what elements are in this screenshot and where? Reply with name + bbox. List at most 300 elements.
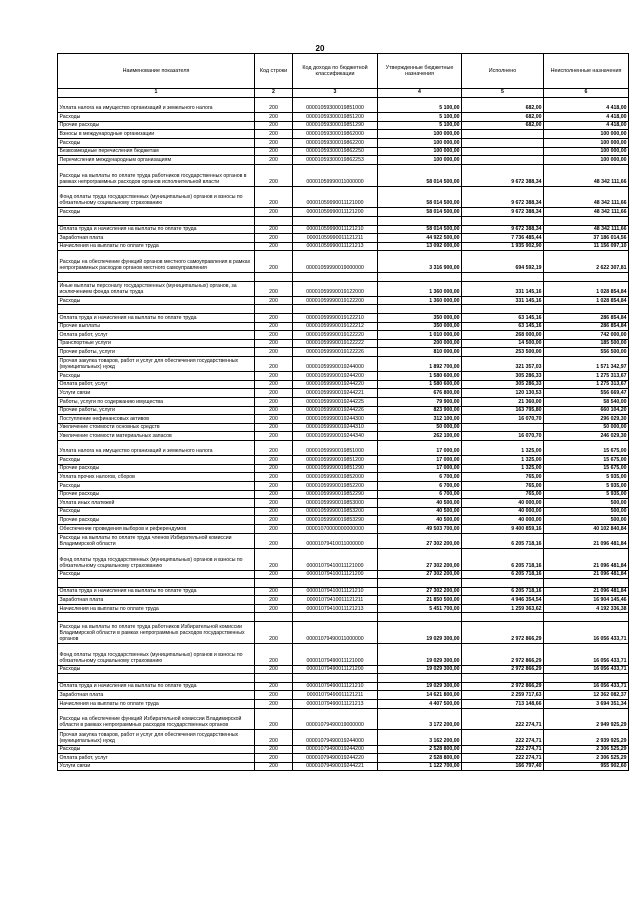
row-approved-cell (378, 613, 462, 622)
row-executed-cell: 682,00 (462, 121, 544, 130)
row-unexecuted-cell: 2 622 307,81 (544, 251, 629, 273)
row-executed-cell: 6 205 718,16 (462, 587, 544, 596)
row-code-cell: 200 (255, 481, 293, 490)
table-row (58, 643, 629, 665)
row-name-cell: Оплата труда и начисления на выплаты по оплате труда (58, 682, 255, 691)
row-executed-cell: 40 000,00 (462, 516, 544, 525)
row-unexecuted-cell (544, 273, 629, 282)
row-unexecuted-cell: 48 342 111,66 (544, 186, 629, 208)
row-name-cell: Расходы (58, 665, 255, 674)
row-executed-cell: 694 592,19 (462, 251, 544, 273)
table-row (58, 357, 629, 372)
row-name-cell: Начисления на выплаты по оплате труда (58, 242, 255, 251)
table-row (58, 579, 629, 588)
row-executed-cell: 166 797,40 (462, 762, 544, 771)
row-classification-code-cell: 00001079410011121210 (293, 587, 378, 596)
row-code-cell: 200 (255, 516, 293, 525)
row-name-cell: Расходы (58, 113, 255, 122)
row-classification-code-cell: 00001059990019122212 (293, 322, 378, 331)
row-approved-cell: 27 302 200,00 (378, 570, 462, 579)
row-executed-cell: 63 145,16 (462, 314, 544, 323)
row-unexecuted-cell: 15 675,00 (544, 440, 629, 455)
row-name-cell: Перечисления международным организациям (58, 156, 255, 165)
row-code-cell: 200 (255, 456, 293, 465)
row-code-cell: 200 (255, 604, 293, 613)
row-code-cell: 200 (255, 389, 293, 398)
row-executed-cell: 6 205 718,16 (462, 548, 544, 570)
row-unexecuted-cell: 100 000,00 (544, 147, 629, 156)
row-code-cell: 200 (255, 138, 293, 147)
row-unexecuted-cell: 5 935,00 (544, 490, 629, 499)
table-row (58, 296, 629, 305)
row-code-cell: 200 (255, 251, 293, 273)
row-unexecuted-cell: 16 904 145,46 (544, 596, 629, 605)
table-row (58, 113, 629, 122)
row-approved-cell: 100 000,00 (378, 138, 462, 147)
table-row (58, 700, 629, 709)
row-code-cell: 200 (255, 754, 293, 763)
row-approved-cell: 19 029 300,00 (378, 665, 462, 674)
row-classification-code-cell: 00001059990019122000 (293, 281, 378, 296)
row-unexecuted-cell: 500,00 (544, 516, 629, 525)
row-approved-cell: 3 316 900,00 (378, 251, 462, 273)
row-name-cell: Расходы на выплаты по оплате труда членов Избирательной комиссии Владимирской области (58, 533, 255, 548)
row-approved-cell: 6 700,00 (378, 473, 462, 482)
row-name-cell: Услуги связи (58, 389, 255, 398)
row-unexecuted-cell: 4 418,00 (544, 98, 629, 113)
table-row (58, 613, 629, 622)
header-executed: Исполнено (462, 54, 544, 89)
row-name-cell: Транспортные услуги (58, 339, 255, 348)
row-approved-cell: 3 172 200,00 (378, 708, 462, 730)
table-row (58, 281, 629, 296)
row-classification-code-cell: 00001059990019851290 (293, 464, 378, 473)
row-code-cell: 200 (255, 372, 293, 381)
row-name-cell: Заработная плата (58, 691, 255, 700)
row-approved-cell: 1 580 600,00 (378, 372, 462, 381)
row-executed-cell: 2 972 866,29 (462, 622, 544, 644)
row-code-cell: 200 (255, 98, 293, 113)
column-number: 6 (544, 89, 629, 98)
row-classification-code-cell: 00001079490011121000 (293, 643, 378, 665)
row-unexecuted-cell: 50 000,00 (544, 423, 629, 432)
row-name-cell: Увеличение стоимости материальных запасов (58, 432, 255, 441)
row-name-cell: Уплата налога на имущество организаций и земельного налога (58, 440, 255, 455)
row-unexecuted-cell: 100 000,00 (544, 156, 629, 165)
row-code-cell (255, 613, 293, 622)
row-code-cell: 200 (255, 587, 293, 596)
row-executed-cell: 222 274,71 (462, 730, 544, 745)
row-approved-cell: 5 100,00 (378, 121, 462, 130)
row-name-cell (58, 579, 255, 588)
row-classification-code-cell: 00001059300019851290 (293, 121, 378, 130)
table-row (58, 273, 629, 282)
row-approved-cell: 17 000,00 (378, 464, 462, 473)
row-executed-cell: 1 935 902,90 (462, 242, 544, 251)
row-name-cell: Фонд оплаты труда государственных (муниципальных) органов и взносы по обязательному социальному страхованию (58, 548, 255, 570)
row-name-cell: Оплата труда и начисления на выплаты по оплате труда (58, 225, 255, 234)
row-code-cell: 200 (255, 524, 293, 533)
row-approved-cell: 1 010 000,00 (378, 331, 462, 340)
row-classification-code-cell: 00001059300019862253 (293, 156, 378, 165)
table-row (58, 570, 629, 579)
table-row (58, 524, 629, 533)
row-executed-cell (462, 130, 544, 139)
row-executed-cell: 765,00 (462, 490, 544, 499)
row-executed-cell (462, 147, 544, 156)
row-executed-cell: 2 972 866,29 (462, 643, 544, 665)
row-code-cell: 200 (255, 113, 293, 122)
row-code-cell: 200 (255, 398, 293, 407)
table-row (58, 98, 629, 113)
row-approved-cell: 13 092 000,00 (378, 242, 462, 251)
column-number: 5 (462, 89, 544, 98)
row-unexecuted-cell: 16 056 433,71 (544, 622, 629, 644)
row-approved-cell: 6 700,00 (378, 490, 462, 499)
row-classification-code-cell: 00001079410011000000 (293, 533, 378, 548)
table-row (58, 464, 629, 473)
row-approved-cell: 58 014 500,00 (378, 208, 462, 217)
row-executed-cell: 222 274,71 (462, 745, 544, 754)
row-code-cell: 200 (255, 762, 293, 771)
table-row (58, 242, 629, 251)
row-name-cell: Прочая закупка товаров, работ и услуг для обеспечения государственных (муниципальных) нужд (58, 730, 255, 745)
row-unexecuted-cell: 1 275 313,67 (544, 372, 629, 381)
row-name-cell: Иные выплаты персоналу государственных (муниципальных) органов, за исключением фонда оплаты труда (58, 281, 255, 296)
row-unexecuted-cell: 16 056 433,71 (544, 643, 629, 665)
table-row (58, 604, 629, 613)
row-approved-cell (378, 216, 462, 225)
row-approved-cell: 50 000,00 (378, 423, 462, 432)
row-approved-cell (378, 273, 462, 282)
row-code-cell: 200 (255, 156, 293, 165)
row-approved-cell: 1 892 700,00 (378, 357, 462, 372)
row-code-cell: 200 (255, 415, 293, 424)
row-executed-cell: 1 325,00 (462, 440, 544, 455)
table-row (58, 415, 629, 424)
table-row (58, 708, 629, 730)
table-row (58, 225, 629, 234)
row-classification-code-cell: 00001070000000000000 (293, 524, 378, 533)
row-code-cell: 200 (255, 507, 293, 516)
row-name-cell: Прочие расходы (58, 516, 255, 525)
row-code-cell (255, 305, 293, 314)
row-code-cell: 200 (255, 570, 293, 579)
row-code-cell: 200 (255, 234, 293, 243)
row-name-cell: Увеличение стоимости основных средств (58, 423, 255, 432)
row-name-cell: Расходы (58, 208, 255, 217)
row-classification-code-cell: 00001059300019851200 (293, 113, 378, 122)
row-name-cell: Прочие расходы (58, 464, 255, 473)
row-unexecuted-cell: 15 675,00 (544, 464, 629, 473)
row-approved-cell: 350 000,00 (378, 322, 462, 331)
table-header-row (58, 54, 629, 89)
row-classification-code-cell: 00001079490019244221 (293, 762, 378, 771)
row-code-cell: 200 (255, 708, 293, 730)
row-name-cell: Расходы (58, 481, 255, 490)
row-name-cell: Начисления на выплаты по оплате труда (58, 700, 255, 709)
row-classification-code-cell: 00001059990019852000 (293, 473, 378, 482)
table-row (58, 130, 629, 139)
row-name-cell: Расходы на обеспечение функций органов местного самоуправления в рамках непрограммных расходов органов местного самоуправления (58, 251, 255, 273)
row-classification-code-cell: 00001059990019122200 (293, 296, 378, 305)
row-executed-cell: 1 259 363,62 (462, 604, 544, 613)
row-executed-cell: 2 259 717,63 (462, 691, 544, 700)
row-code-cell (255, 579, 293, 588)
row-unexecuted-cell: 21 096 481,84 (544, 533, 629, 548)
row-code-cell: 200 (255, 130, 293, 139)
row-classification-code-cell: 00001079410011121000 (293, 548, 378, 570)
row-name-cell (58, 273, 255, 282)
row-approved-cell: 262 100,00 (378, 432, 462, 441)
row-executed-cell: 40 000,00 (462, 507, 544, 516)
row-code-cell: 200 (255, 533, 293, 548)
row-classification-code-cell: 00001079490011121211 (293, 691, 378, 700)
row-name-cell: Прочие работы, услуги (58, 406, 255, 415)
row-executed-cell: 16 070,70 (462, 415, 544, 424)
row-code-cell: 200 (255, 423, 293, 432)
row-code-cell: 200 (255, 665, 293, 674)
row-executed-cell: 14 500,00 (462, 339, 544, 348)
row-approved-cell: 44 922 500,00 (378, 234, 462, 243)
row-code-cell: 200 (255, 225, 293, 234)
row-name-cell: Оплата труда и начисления на выплаты по оплате труда (58, 314, 255, 323)
row-classification-code-cell: 00001059990019122210 (293, 314, 378, 323)
row-approved-cell: 1 360 000,00 (378, 296, 462, 305)
row-approved-cell: 27 302 200,00 (378, 548, 462, 570)
row-code-cell: 200 (255, 691, 293, 700)
row-code-cell: 200 (255, 440, 293, 455)
row-name-cell (58, 613, 255, 622)
row-executed-cell: 305 286,33 (462, 372, 544, 381)
table-row (58, 473, 629, 482)
row-executed-cell: 765,00 (462, 473, 544, 482)
row-unexecuted-cell: 11 156 097,10 (544, 242, 629, 251)
header-name: Наименование показателя (58, 54, 255, 89)
row-unexecuted-cell: 500,00 (544, 507, 629, 516)
row-approved-cell: 19 029 300,00 (378, 682, 462, 691)
row-unexecuted-cell: 37 186 014,56 (544, 234, 629, 243)
table-row (58, 380, 629, 389)
row-approved-cell (378, 305, 462, 314)
row-classification-code-cell: 00001059990019851200 (293, 456, 378, 465)
row-code-cell: 200 (255, 464, 293, 473)
row-approved-cell: 6 700,00 (378, 481, 462, 490)
row-approved-cell: 58 014 500,00 (378, 186, 462, 208)
row-approved-cell: 14 621 800,00 (378, 691, 462, 700)
column-number: 2 (255, 89, 293, 98)
row-code-cell: 200 (255, 473, 293, 482)
row-executed-cell (462, 216, 544, 225)
row-code-cell: 200 (255, 548, 293, 570)
row-classification-code-cell: 00001059990019000000 (293, 251, 378, 273)
table-row (58, 682, 629, 691)
table-row (58, 156, 629, 165)
row-classification-code-cell: 00001059990011121211 (293, 234, 378, 243)
row-name-cell: Заработная плата (58, 234, 255, 243)
row-unexecuted-cell: 12 362 082,37 (544, 691, 629, 700)
row-approved-cell: 4 407 500,00 (378, 700, 462, 709)
row-code-cell (255, 216, 293, 225)
table-row (58, 208, 629, 217)
row-unexecuted-cell (544, 613, 629, 622)
budget-execution-table (57, 53, 629, 771)
row-executed-cell (462, 138, 544, 147)
row-unexecuted-cell: 5 935,00 (544, 473, 629, 482)
row-approved-cell: 49 503 700,00 (378, 524, 462, 533)
table-row (58, 234, 629, 243)
row-classification-code-cell: 00001059990019244000 (293, 357, 378, 372)
row-approved-cell (378, 674, 462, 683)
row-approved-cell: 19 029 300,00 (378, 643, 462, 665)
row-executed-cell: 682,00 (462, 113, 544, 122)
row-executed-cell: 268 000,00 (462, 331, 544, 340)
table-row (58, 665, 629, 674)
row-unexecuted-cell: 16 056 433,71 (544, 682, 629, 691)
row-executed-cell: 9 672 388,34 (462, 225, 544, 234)
row-executed-cell: 222 274,71 (462, 708, 544, 730)
row-code-cell: 200 (255, 380, 293, 389)
row-classification-code-cell: 00001059990019244225 (293, 398, 378, 407)
row-code-cell: 200 (255, 281, 293, 296)
row-unexecuted-cell: 1 275 313,67 (544, 380, 629, 389)
row-unexecuted-cell: 1 028 854,84 (544, 296, 629, 305)
row-classification-code-cell: 00001079490011121200 (293, 665, 378, 674)
row-executed-cell: 9 672 388,34 (462, 164, 544, 186)
row-approved-cell: 58 014 500,00 (378, 225, 462, 234)
row-classification-code-cell: 00001059990011121000 (293, 186, 378, 208)
table-row (58, 372, 629, 381)
row-executed-cell (462, 156, 544, 165)
row-unexecuted-cell: 15 675,00 (544, 456, 629, 465)
row-approved-cell: 27 302 200,00 (378, 587, 462, 596)
table-row (58, 587, 629, 596)
table-row (58, 490, 629, 499)
row-code-cell: 200 (255, 730, 293, 745)
table-row (58, 622, 629, 644)
row-unexecuted-cell: 48 342 111,66 (544, 164, 629, 186)
row-name-cell: Обеспечение проведения выборов и референдумов (58, 524, 255, 533)
row-classification-code-cell: 00001079410011121211 (293, 596, 378, 605)
row-code-cell: 200 (255, 331, 293, 340)
table-row (58, 481, 629, 490)
table-row (58, 507, 629, 516)
row-unexecuted-cell: 100 000,00 (544, 130, 629, 139)
row-name-cell: Расходы (58, 456, 255, 465)
row-name-cell: Расходы (58, 745, 255, 754)
row-executed-cell: 9 672 388,34 (462, 186, 544, 208)
row-classification-code-cell: 00001059990011121213 (293, 242, 378, 251)
table-row (58, 322, 629, 331)
row-executed-cell (462, 579, 544, 588)
row-classification-code-cell: 00001079410011121200 (293, 570, 378, 579)
row-unexecuted-cell: 185 500,00 (544, 339, 629, 348)
table-row (58, 164, 629, 186)
row-code-cell: 200 (255, 357, 293, 372)
table-row (58, 186, 629, 208)
row-name-cell: Оплата работ, услуг (58, 380, 255, 389)
row-unexecuted-cell: 286 854,84 (544, 322, 629, 331)
row-unexecuted-cell: 21 096 481,84 (544, 548, 629, 570)
row-executed-cell: 331 145,16 (462, 296, 544, 305)
row-unexecuted-cell (544, 579, 629, 588)
row-unexecuted-cell: 48 342 111,66 (544, 208, 629, 217)
row-unexecuted-cell: 4 418,00 (544, 113, 629, 122)
table-row (58, 331, 629, 340)
row-code-cell: 200 (255, 432, 293, 441)
row-name-cell: Взносы в международные организации (58, 130, 255, 139)
row-executed-cell: 63 145,16 (462, 322, 544, 331)
row-code-cell: 200 (255, 499, 293, 508)
row-code-cell: 200 (255, 596, 293, 605)
row-approved-cell: 823 900,00 (378, 406, 462, 415)
row-approved-cell (378, 579, 462, 588)
row-classification-code-cell (293, 674, 378, 683)
row-unexecuted-cell: 500,00 (544, 499, 629, 508)
row-code-cell: 200 (255, 121, 293, 130)
row-code-cell: 200 (255, 339, 293, 348)
row-executed-cell: 40 000,00 (462, 499, 544, 508)
row-approved-cell: 200 000,00 (378, 339, 462, 348)
row-name-cell: Прочие выплаты (58, 322, 255, 331)
table-row (58, 398, 629, 407)
row-name-cell: Расходы (58, 296, 255, 305)
row-classification-code-cell: 00001059300019862200 (293, 138, 378, 147)
table-row (58, 745, 629, 754)
row-code-cell: 200 (255, 322, 293, 331)
row-approved-cell: 1 122 700,00 (378, 762, 462, 771)
row-executed-cell (462, 273, 544, 282)
row-name-cell: Оплата работ, услуг (58, 331, 255, 340)
row-name-cell: Прочие расходы (58, 490, 255, 499)
row-executed-cell: 6 205 718,16 (462, 533, 544, 548)
row-classification-code-cell: 00001059990019244220 (293, 380, 378, 389)
row-executed-cell: 2 972 866,29 (462, 682, 544, 691)
row-classification-code-cell: 00001059990019853000 (293, 499, 378, 508)
row-classification-code-cell (293, 613, 378, 622)
row-unexecuted-cell: 1 028 854,84 (544, 281, 629, 296)
row-approved-cell: 40 500,00 (378, 499, 462, 508)
row-name-cell: Расходы (58, 138, 255, 147)
table-row (58, 754, 629, 763)
row-approved-cell: 2 528 800,00 (378, 745, 462, 754)
table-row (58, 406, 629, 415)
row-approved-cell: 100 000,00 (378, 147, 462, 156)
row-unexecuted-cell: 660 104,20 (544, 406, 629, 415)
row-name-cell: Фонд оплаты труда государственных (муниципальных) органов и взносы по обязательному социальному страхованию (58, 186, 255, 208)
row-classification-code-cell: 00001059990019851000 (293, 440, 378, 455)
row-approved-cell: 40 500,00 (378, 516, 462, 525)
row-unexecuted-cell: 286 854,84 (544, 314, 629, 323)
row-classification-code-cell: 00001059990019853200 (293, 507, 378, 516)
row-approved-cell: 312 100,00 (378, 415, 462, 424)
row-approved-cell: 5 100,00 (378, 113, 462, 122)
row-approved-cell: 40 500,00 (378, 507, 462, 516)
row-executed-cell: 305 286,33 (462, 380, 544, 389)
row-name-cell: Расходы (58, 507, 255, 516)
row-classification-code-cell: 00001059300019862000 (293, 130, 378, 139)
row-approved-cell: 2 528 800,00 (378, 754, 462, 763)
row-executed-cell: 9 672 388,34 (462, 208, 544, 217)
table-row (58, 339, 629, 348)
header-classification-code: Код дохода по бюджетной классификации (293, 54, 378, 89)
row-name-cell (58, 305, 255, 314)
row-approved-cell: 21 850 500,00 (378, 596, 462, 605)
row-name-cell: Расходы на обеспечение функций Избирательной комиссии Владимирской области в рамках непрограммных расходов государственных органов (58, 708, 255, 730)
row-code-cell: 200 (255, 208, 293, 217)
row-executed-cell: 253 500,00 (462, 348, 544, 357)
row-classification-code-cell: 00001079490011121210 (293, 682, 378, 691)
